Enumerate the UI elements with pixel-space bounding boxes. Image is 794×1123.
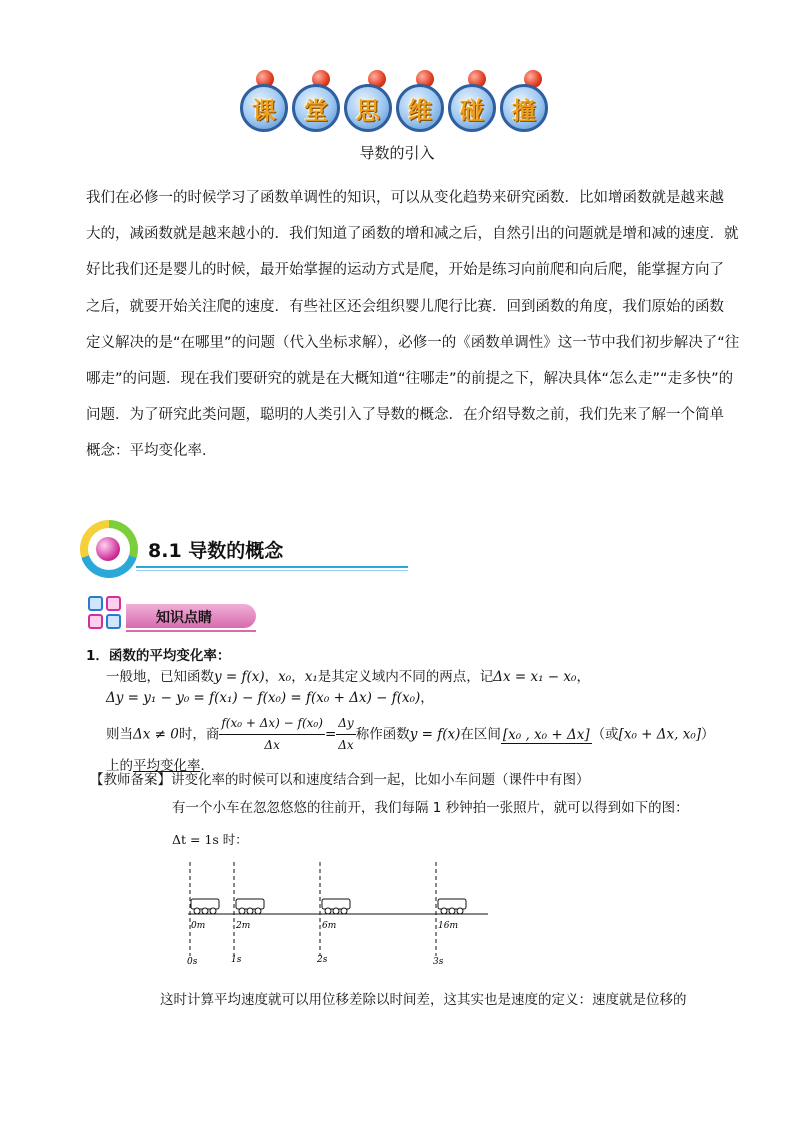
time-label: 0s	[187, 957, 198, 967]
time-label: 3s	[433, 957, 444, 967]
banner-char: 堂	[292, 84, 340, 132]
distance-label: 0m	[191, 921, 206, 931]
puzzle-squares-icon	[86, 594, 126, 634]
paragraph-line: 这时计算平均速度就可以用位移差除以时间差，这其实也是速度的定义：速度就是位移的	[160, 992, 687, 1008]
banner-char: 维	[396, 84, 444, 132]
paragraph-line: 哪走”的问题．现在我们要研究的就是在大概知道“往哪走”的前提之下，解决具体“怎么走”“走多快”的	[86, 371, 734, 388]
time-label: 2s	[317, 955, 328, 965]
section-heading	[80, 520, 330, 580]
classroom-banner	[232, 70, 562, 140]
car-icon	[438, 899, 466, 914]
pink-ball-icon	[96, 537, 120, 561]
distance-label: 16m	[438, 921, 458, 931]
car-icon	[322, 899, 350, 914]
section-divider	[136, 566, 408, 568]
teacher-note: 【教师备案】讲变化率的时候可以和速度结合到一起，比如小车问题（课件中有图）	[90, 772, 590, 788]
paragraph-line: 定义解决的是“在哪里”的问题（代入坐标求解），必修一的《函数单调性》这一节中我们初步解决了“往	[86, 334, 740, 351]
intro-paragraph	[86, 180, 740, 470]
section-title: 8.1 导数的概念	[148, 540, 284, 562]
distance-label: 6m	[322, 921, 337, 931]
paragraph-line: 问题．为了研究此类问题，聪明的人类引入了导数的概念．在介绍导数之前，我们先来了解一个简单	[86, 407, 724, 424]
car-icon	[191, 899, 219, 914]
knowledge-label-text: 知识点睛	[156, 610, 212, 626]
definition-line-4: 上的平均变化率．	[106, 758, 214, 774]
label-bar	[126, 604, 256, 628]
car-intro-text: 有一个小车在忽忽悠悠的往前开，我们每隔 1 秒钟拍一张照片，就可以得到如下的图：	[172, 800, 689, 816]
definition-line-1: 一般地，已知函数y = f(x)，x₀，x₁是其定义域内不同的两点，记Δx = x₁ − x₀，	[106, 669, 590, 685]
car-icon	[236, 899, 264, 914]
paragraph-line: 概念：平均变化率．	[86, 443, 217, 460]
banner-char: 碰	[448, 84, 496, 132]
banner-char: 思	[344, 84, 392, 132]
page-title: 导数的引入	[359, 144, 435, 162]
car-diagram	[170, 858, 500, 968]
definition-heading: 1．函数的平均变化率：	[86, 648, 231, 664]
key-term: 平均变化率	[133, 758, 201, 774]
paragraph-line: 我们在必修一的时候学习了函数单调性的知识，可以从变化趋势来研究函数．比如增函数就是越来越	[86, 190, 724, 206]
interval: [x₀ , x₀ + Δx]	[502, 726, 590, 743]
banner-char: 撞	[500, 84, 548, 132]
delta-ratio: $\frac{\Delta y}{\Delta x}$	[336, 713, 355, 756]
paragraph-line: 之后，就要开始关注爬的速度．有些社区还会组织婴儿爬行比赛．回到函数的角度，我们原始的函数	[86, 298, 724, 315]
knowledge-points-label	[86, 594, 256, 634]
paragraph-line: 大的，减函数就是越来越小的．我们知道了函数的增和减之后，自然引出的问题就是增和减的速度．就	[86, 226, 739, 243]
paragraph-line: 好比我们还是婴儿的时候，最开始掌握的运动方式是爬，开始是练习向前爬和向后爬，能掌握方向了	[86, 262, 724, 279]
distance-label: 2m	[236, 921, 251, 931]
interval: [x₀ + Δx, x₀]	[618, 726, 702, 743]
time-interval-label: Δt = 1s 时：	[172, 832, 248, 847]
time-label: 1s	[231, 955, 242, 965]
definition-line-3: 则当Δx ≠ 0时，商 $\frac{\text{f(x₀ + Δx) − f(x₀)}}{\Delta x}$ = $\frac{\Delta y}{\Delta x}$ 称作函数y = f(x)在区间 [x₀ , x₀ + Δx] （或[x₀ + Δx, x₀]）	[86, 713, 715, 756]
definition-block	[86, 646, 715, 777]
definition-line-2: Δy = y₁ − y₀ = f(x₁) − f(x₀) = f(x₀ + Δx) − f(x₀)，	[106, 690, 434, 706]
difference-quotient: $\frac{\text{f(x₀ + Δx) − f(x₀)}}{\Delta x}$	[219, 713, 325, 756]
banner-char: 课	[240, 84, 288, 132]
section-divider	[136, 570, 408, 571]
